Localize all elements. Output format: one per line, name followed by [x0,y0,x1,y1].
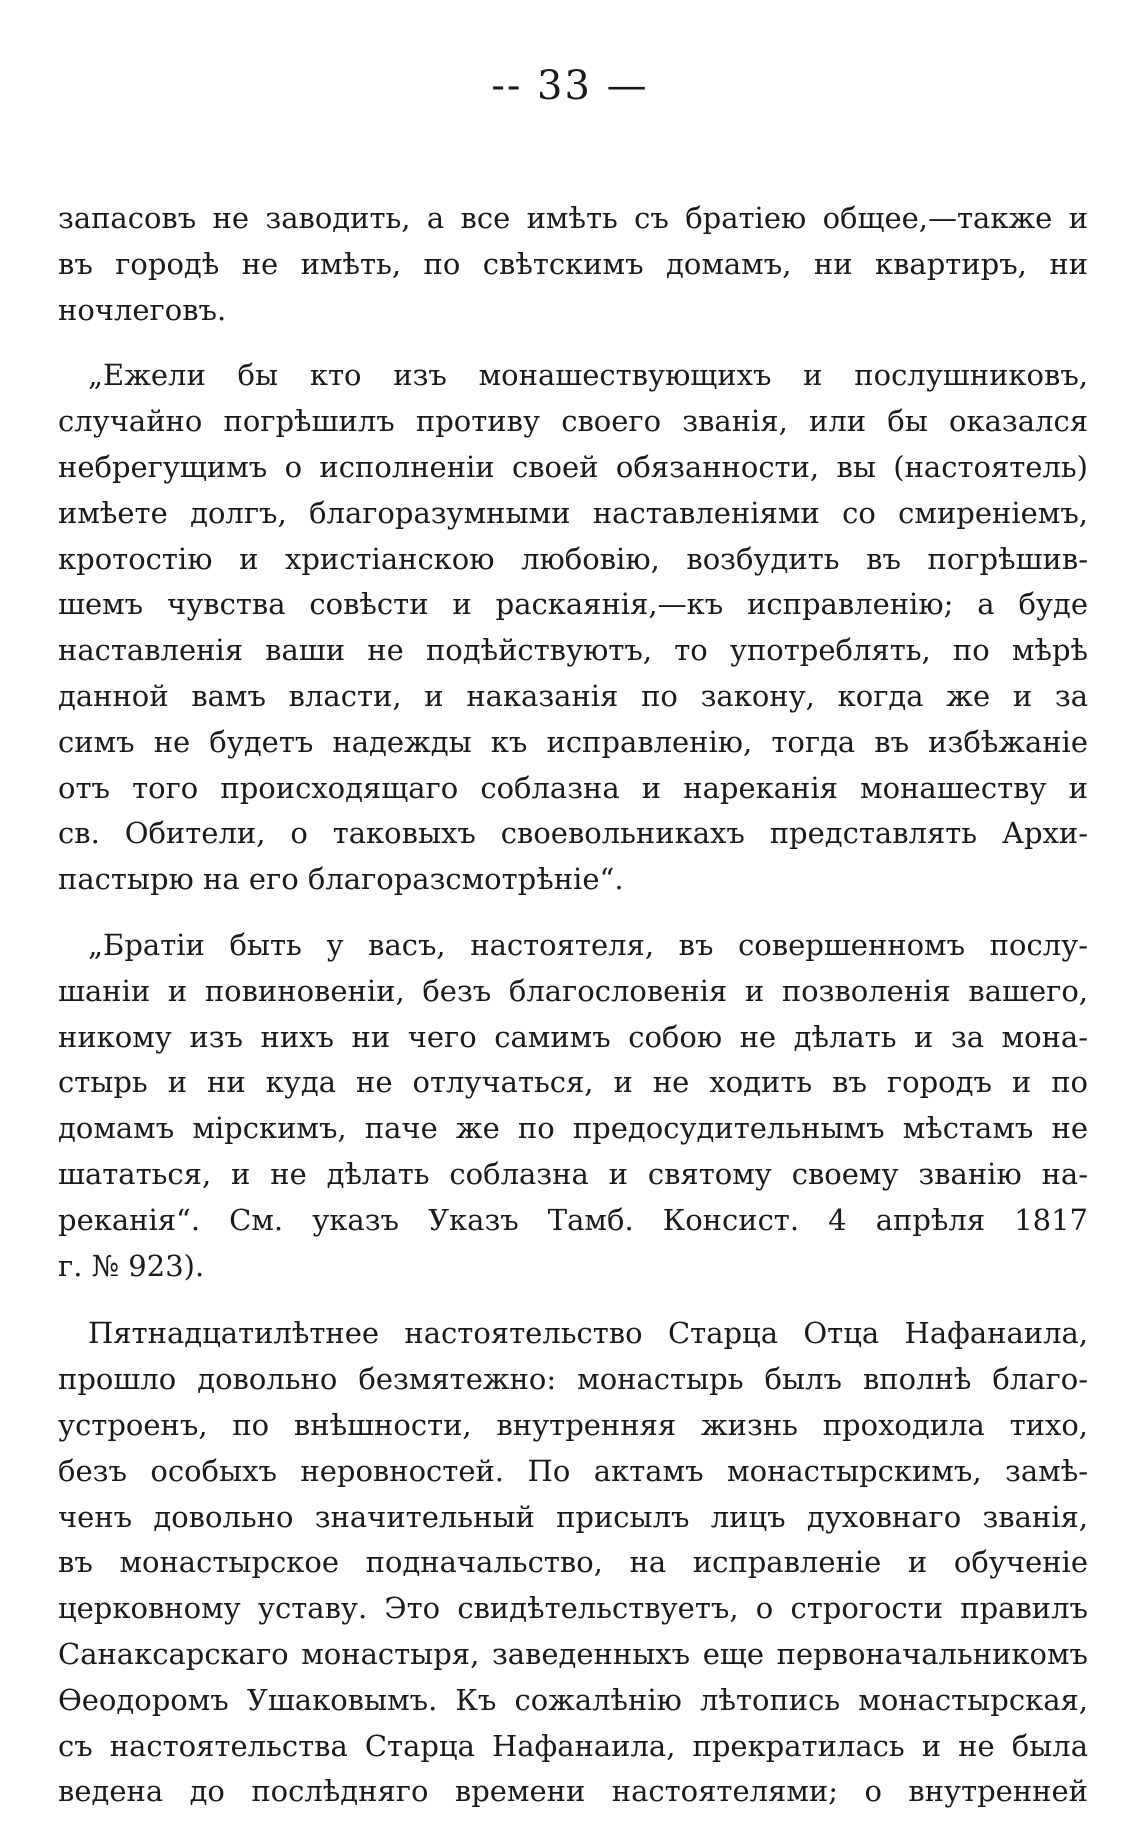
text-line: въ городѣ не имѣть, по свѣтскимъ домамъ, ни квартиръ, ни [58,246,1088,281]
paragraph-2 [58,353,1088,903]
text-line: данной вамъ власти, и наказанія по закону, когда же и за [58,678,1088,713]
text-line: ченъ довольно значительный присылъ лицъ духовнаго званія, [58,1499,1088,1534]
text-line: имѣете долгъ, благоразумными наставленіями со смиреніемъ, [58,495,1088,530]
text-line: св. Обители, о таковыхъ своевольникахъ представлять Архи- [58,816,1088,851]
text-line: съ настоятельства Старца Нафанаила, прекратилась и не была [58,1728,1088,1763]
text-line: симъ не будетъ надежды къ исправленію, тогда въ избѣжаніе [58,724,1088,759]
text-line: запасовъ не заводить, а все имѣть съ братіею общее,—также и [58,201,1088,235]
text-line: небрегущимъ о исполненіи своей обязанности, вы (настоятель) [58,449,1088,484]
text-line: ночлеговъ. [58,292,227,327]
text-line: Пятнадцатилѣтнее настоятельство Старца Отца Нафанаила, [88,1316,1088,1351]
text-line: г. № 923). [58,1248,205,1283]
text-line: шемъ чувства совѣсти и раскаянія,—къ исправленію; а буде [58,587,1088,622]
text-line: отъ того происходящаго соблазна и нареканія монашеству и [58,770,1088,805]
text-line: случайно погрѣшилъ противу своего званія, или бы оказался [58,404,1088,439]
page-body [58,196,1088,1835]
text-line: наставленія ваши не подѣйствуютъ, то употреблять, по мѣрѣ [58,633,1088,668]
text-line: „Братіи быть у васъ, настоятеля, въ совершенномъ послу- [88,927,1088,962]
text-line: ведена до послѣдняго времени настоятелями; о внутренней [58,1774,1088,1809]
page-number: -- 33 — [491,63,649,109]
text-line: въ монастырское подначальство, на исправленіе и обученіе [58,1545,1088,1580]
paragraph-3 [58,923,1088,1289]
text-line: кротостію и христіанскою любовію, возбудить въ погрѣшив- [58,541,1088,576]
text-line: церковному уставу. Это свидѣтельствуетъ, о строгости правилъ [58,1591,1088,1626]
text-line: „Ежели бы кто изъ монашествующихъ и послушниковъ, [88,358,1088,393]
text-line: устроенъ, по внѣшности, внутренняя жизнь проходила тихо, [58,1407,1088,1442]
text-line: стырь и ни куда не отлучаться, и не ходить въ городъ и по [58,1065,1088,1100]
paragraph-4 [58,1311,1088,1815]
text-line: Ѳеодоромъ Ушаковымъ. Къ сожалѣнію лѣтопись монастырская, [58,1682,1088,1717]
text-line: безъ особыхъ неровностей. По актамъ монастырскимъ, замѣ- [58,1453,1088,1488]
text-line: пастырю на его благоразсмотрѣніе“. [58,862,624,897]
text-line: Санаксарскаго монастыря, заведенныхъ еще первоначальникомъ [58,1636,1088,1671]
text-line: никому изъ нихъ ни чего самимъ собою не дѣлать и за мона- [58,1019,1088,1054]
text-line: домамъ мірскимъ, паче же по предосудительнымъ мѣстамъ не [58,1111,1088,1146]
text-line: шататься, и не дѣлать соблазна и святому своему званію на- [58,1156,1088,1191]
text-line: шаніи и повиновеніи, безъ благословенія и позволенія вашего, [58,973,1088,1008]
text-line: прошло довольно безмятежно: монастырь былъ вполнѣ благо- [58,1362,1088,1397]
text-line: реканія“. См. указъ Указъ Тамб. Консист. 4 апрѣля 1817 [58,1202,1088,1237]
paragraph-1 [58,196,1088,333]
